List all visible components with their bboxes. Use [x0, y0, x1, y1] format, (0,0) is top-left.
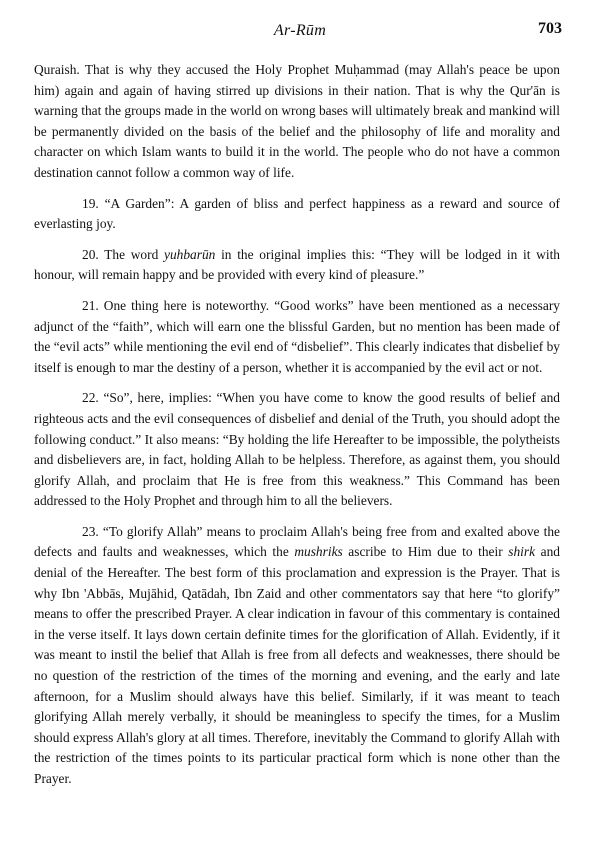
page-body [34, 60, 560, 800]
note-19: 19. “A Garden”: A garden of bliss and perfect happiness as a reward and source of everlasting joy. [34, 195, 560, 232]
note-23-term-shirk: shirk [508, 544, 536, 560]
note-22: 22. “So”, here, implies: “When you have come to know the good results of belief and righteous acts and the evil consequences of disbelief and denial of the Truth, you should adopt the following conduct.” It also means: “By holding the life Hereafter to be impossible, the polytheists and disbelievers are, in fact, holding Allah to be helpless. Therefore, as against them, you should glorify Allah, and proclaim that He is free from this weakness.” This Command has been addressed to the Holy Prophet and through him to all the believers. [34, 390, 560, 509]
note-23-text-a: 23. “To glorify Allah” means to proclaim Allah's being free from and exalted above the defects and faults and weaknesses, which the [34, 523, 560, 560]
running-title: Ar-Rūm [273, 22, 327, 39]
note-23-text-c: and denial of the Hereafter. The best form of this proclamation and expression is the Prayer. That is why Ibn 'Abbās, Mujāhid, Qatādah, Ibn Zaid and other commentators say that here “to glorify” means to offer the prescribed Prayer. A clear indication in favour of this commentary is contained in the verse itself. It lays down certain definite times for the glorification of Allah. Evidently, if it was meant to instil the belief that Allah is free from all defects and weaknesses, there should be no question of the restriction of the times of the morning and evening, and the early and late afternoon, for a Muslim should always have this belief. Similarly, if it was meant to teach glorifying Allah merely verbally, it should be meaningless to specify the times, for a Muslim should express Allah's glory at all times. Therefore, inevitably the Command to glorify Allah with the restriction of the times points to its particular practical form which is none other than the Prayer. [34, 544, 560, 786]
note-20-text-a: 20. The word [82, 246, 165, 262]
page-number: 703 [538, 20, 562, 37]
note-23 [34, 522, 560, 790]
note-20-text-b: in the original implies this: “They will be lodged in it with honour, will remain happy and be provided with every kind of pleasure.” [34, 246, 560, 283]
note-23-term-mushriks: mushriks [294, 544, 343, 560]
note-20-term: yuhbarūn [164, 246, 216, 262]
note-23-text-b: ascribe to Him due to their [342, 544, 509, 560]
note-20 [34, 245, 560, 286]
note-21: 21. One thing here is noteworthy. “Good works” have been mentioned as a necessary adjunct of the “faith”, which will earn one the blissful Garden, but no mention has been made of the “evil acts” while mentioning the evil end of “disbelief”. This clearly indicates that disbelief by itself is enough to mar the destiny of a person, whether it is accompanied by the evil act or not. [34, 297, 560, 375]
paragraph-continuation: Quraish. That is why they accused the Holy Prophet Muḥammad (may Allah's peace be upon him) again and again of having stirred up divisions in their nation. That is why the Qur'ān is warning that the groups made in the world on wrong bases will ultimately break and mankind will be permanently divided on the basis of the belief and the philosophy of life and morality and character on which Islam wants to build it in the world. The people who do not have a common destination cannot follow a common way of life. [34, 62, 560, 180]
